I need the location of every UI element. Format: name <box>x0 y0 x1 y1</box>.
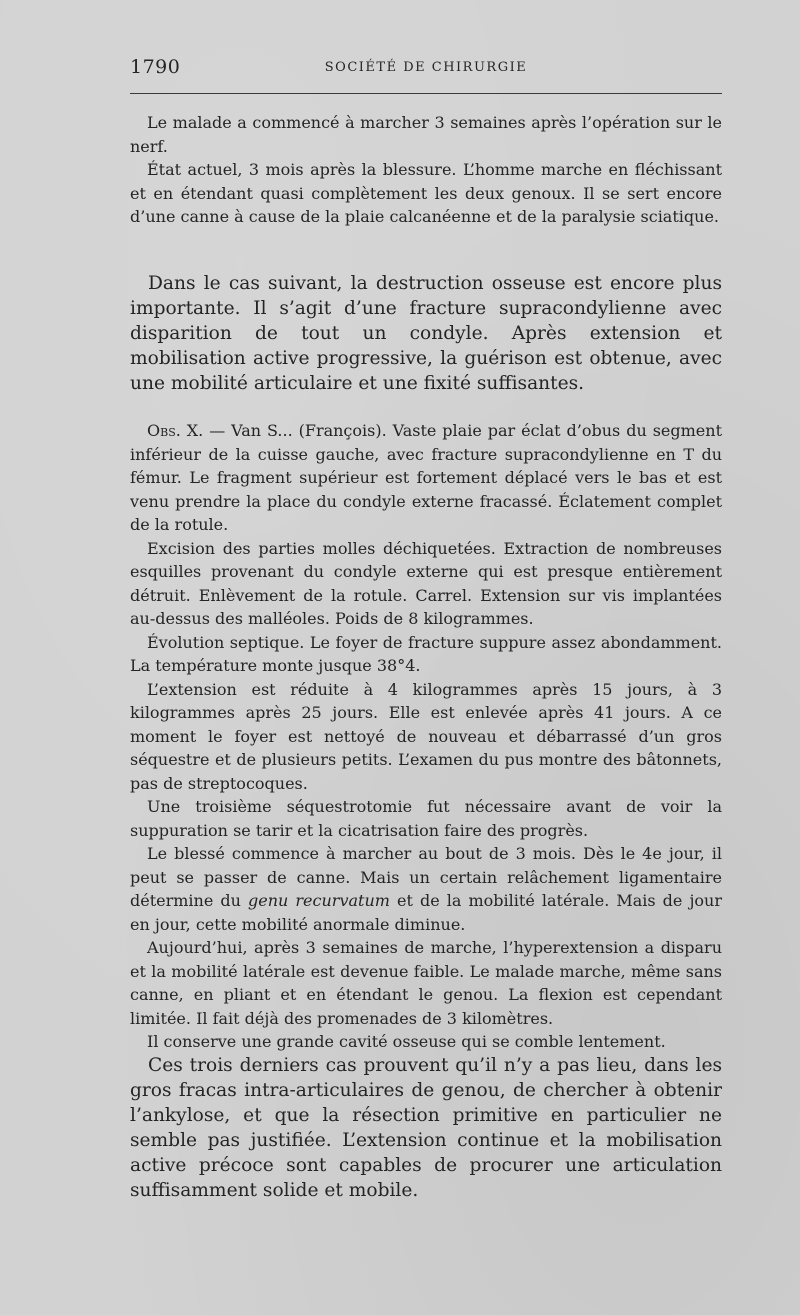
paragraph: Évolution septique. Le foyer de fracture suppure assez abondamment. La température monte jusque 38°4. <box>130 632 722 675</box>
text-run: et de la mobilité latérale. Mais de jour en jour, cette mobilité anormale diminue. <box>130 891 723 934</box>
paragraph: L’extension est réduite à 4 kilogrammes après 15 jours, à 3 kilogrammes après 25 jours. Elle est enlevée après 41 jours. A ce moment le foyer est nettoyé de nouveau et débarrassé d’un gros séquestre et de plusieurs petits. L’examen du pus montre des bâtonnets, pas de streptocoques. <box>130 679 722 793</box>
paragraph: Ces trois derniers cas prouvent qu’il n’y a pas lieu, dans les gros fracas intra-articulaires de genou, de chercher à obtenir l’ankylose, et que la résection primitive en particulier ne semble pas justifiée. L’extension continue et la mobilisation active précoce sont capables de procurer une articulation suffisamment solide et mobile. <box>130 1055 722 1201</box>
observation-x <box>130 419 722 1054</box>
italic-term: genu recurvatum <box>248 891 390 910</box>
paragraph: Le malade a commencé à marcher 3 semaines après l’opération sur le nerf. <box>130 113 722 156</box>
paragraph: Aujourd’hui, après 3 semaines de marche, l’hyperextension a disparu et la mobilité latérale est devenue faible. Le malade marche, même sans canne, en pliant et en étendant le genou. La flexion est cependant limitée. Il fait déjà des promenades de 3 kilomètres. <box>130 938 722 1028</box>
paragraph: Dans le cas suivant, la destruction osseuse est encore plus importante. Il s’agit d’une fracture supracondylienne avec disparition de tout un condyle. Après extension et mobilisation active progressive, la guérison est obtenue, avec une mobilité articulaire et une fixité suffisantes. <box>130 273 722 394</box>
case-introduction <box>130 271 722 396</box>
observation-heading-paragraph <box>130 419 722 537</box>
header-rule <box>130 93 722 94</box>
conclusion <box>130 1053 722 1203</box>
running-head: SOCIÉTÉ DE CHIRURGIE <box>324 60 528 75</box>
paragraph: Une troisième séquestrotomie fut nécessaire avant de voir la suppuration se tarir et la cicatrisation faire des progrès. <box>130 797 722 840</box>
paragraph: Il conserve une grande cavité osseuse qui se comble lentement. <box>147 1032 666 1051</box>
observation-continuation <box>130 111 722 229</box>
observation-text: — Van S... (François). Vaste plaie par éclat d’obus du segment inférieur de la cuisse gauche, avec fracture supracondylienne en T du fémur. Le fragment supérieur est fortement déplacé vers le bas et est venu prendre la place du condyle externe fracassé. Éclatement complet de la rotule. <box>130 421 722 534</box>
paragraph <box>130 842 722 936</box>
page-header <box>130 56 722 82</box>
paragraph: Excision des parties molles déchiquetées. Extraction de nombreuses esquilles provenant du condyle externe qui est presque entièrement détruit. Enlèvement de la rotule. Carrel. Extension sur vis implantées au-dessus des malléoles. Poids de 8 kilogrammes. <box>130 538 722 628</box>
paragraph: État actuel, 3 mois après la blessure. L’homme marche en fléchissant et en étendant quasi complètement les deux genoux. Il se sert encore d’une canne à cause de la plaie calcanéenne et de la paralysie sciatique. <box>130 160 722 226</box>
observation-label: Obs. X. <box>147 421 204 440</box>
page-number: 1790 <box>130 56 181 78</box>
text-run: Le blessé commence à marcher au bout de 3 mois. Dès le 4e jour, il peut se passer de canne. Mais un certain relâchement ligamentaire détermine du <box>130 844 722 910</box>
